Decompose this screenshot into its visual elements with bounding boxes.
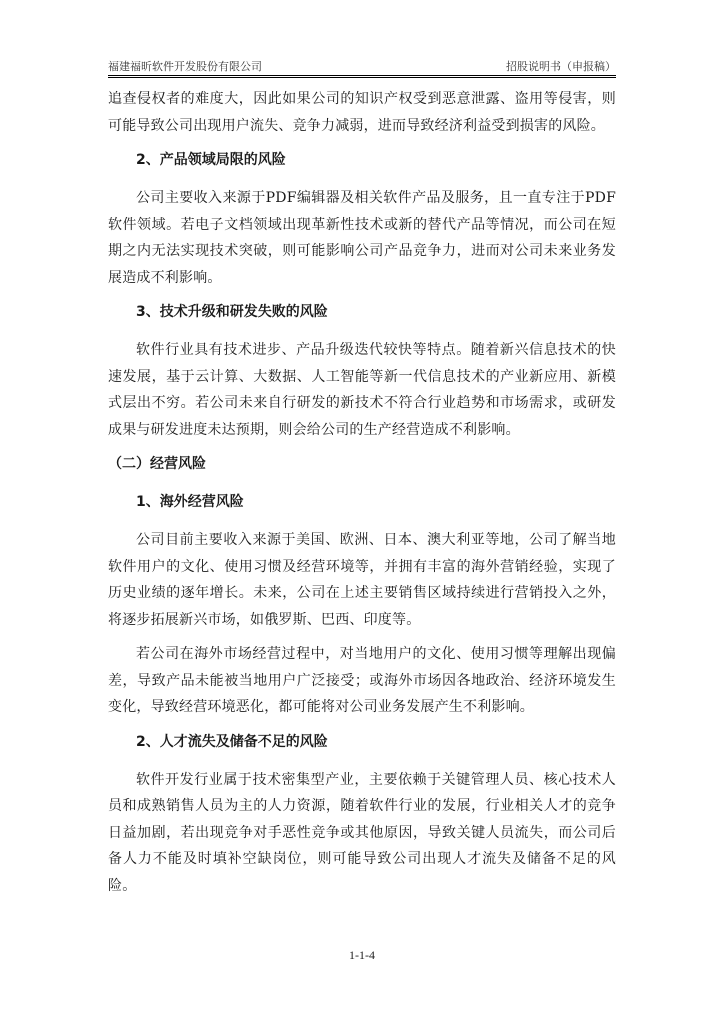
document-body <box>108 86 616 907</box>
paragraph: 软件行业具有技术进步、产品升级迭代较快等特点。随着新兴信息技术的快速发展，基于云计算、大数据、人工智能等新一代信息技术的产业新应用、新模式层出不穷。若公司未来自行研发的新技术不符合行业趋势和市场需求，或研发成果与研发进度未达预期，则会给公司的生产经营造成不利影响。 <box>108 342 616 438</box>
paragraph: 追查侵权者的难度大，因此如果公司的知识产权受到恶意泄露、盗用等侵害，则可能导致公司出现用户流失、竞争力减弱，进而导致经济利益受到损害的风险。 <box>108 91 616 134</box>
subsection-heading: 1、海外经营风险 <box>136 494 244 510</box>
header-rule-thin <box>108 77 616 78</box>
header-document-title: 招股说明书（申报稿） <box>506 60 616 73</box>
subsection-heading: 2、人才流失及储备不足的风险 <box>136 733 328 750</box>
section-heading: （二）经营风险 <box>108 456 206 472</box>
header-rule <box>108 75 616 76</box>
paragraph: 若公司在海外市场经营过程中，对当地用户的文化、使用习惯等理解出现偏差，导致产品未能被当地用户广泛接受；或海外市场因各地政治、经济环境发生变化，导致经营环境恶化，都可能将对公司业务发展产生不利影响。 <box>108 646 616 715</box>
subsection-heading: 3、技术升级和研发失败的风险 <box>136 304 328 320</box>
header-company-name: 福建福昕软件开发股份有限公司 <box>108 60 262 73</box>
subsection-heading: 2、产品领域局限的风险 <box>136 152 286 168</box>
paragraph: 软件开发行业属于技术密集型产业，主要依赖于关键管理人员、核心技术人员和成熟销售人员为主的人力资源，随着软件行业的发展，行业相关人才的竞争日益加剧，若出现竞争对手恶性竞争或其他原因，导致关键人员流失，而公司后备人力不能及时填补空缺岗位，则可能导致公司出现人才流失及储备不足的风险。 <box>108 771 616 894</box>
page-number: 1-1-4 <box>349 948 375 962</box>
paragraph: 公司主要收入来源于PDF编辑器及相关软件产品及服务，且一直专注于PDF软件领域。若电子文档领域出现革新性技术或新的替代产品等情况，而公司在短期之内无法实现技术突破，则可能影响公司产品竞争力，进而对公司未来业务发展造成不利影响。 <box>108 190 616 286</box>
paragraph: 公司目前主要收入来源于美国、欧洲、日本、澳大利亚等地，公司了解当地软件用户的文化、使用习惯及经营环境等，并拥有丰富的海外营销经验，实现了历史业绩的逐年增长。未来，公司在上述主要销售区域持续进行营销投入之外，将逐步拓展新兴市场，如俄罗斯、巴西、印度等。 <box>108 532 616 628</box>
